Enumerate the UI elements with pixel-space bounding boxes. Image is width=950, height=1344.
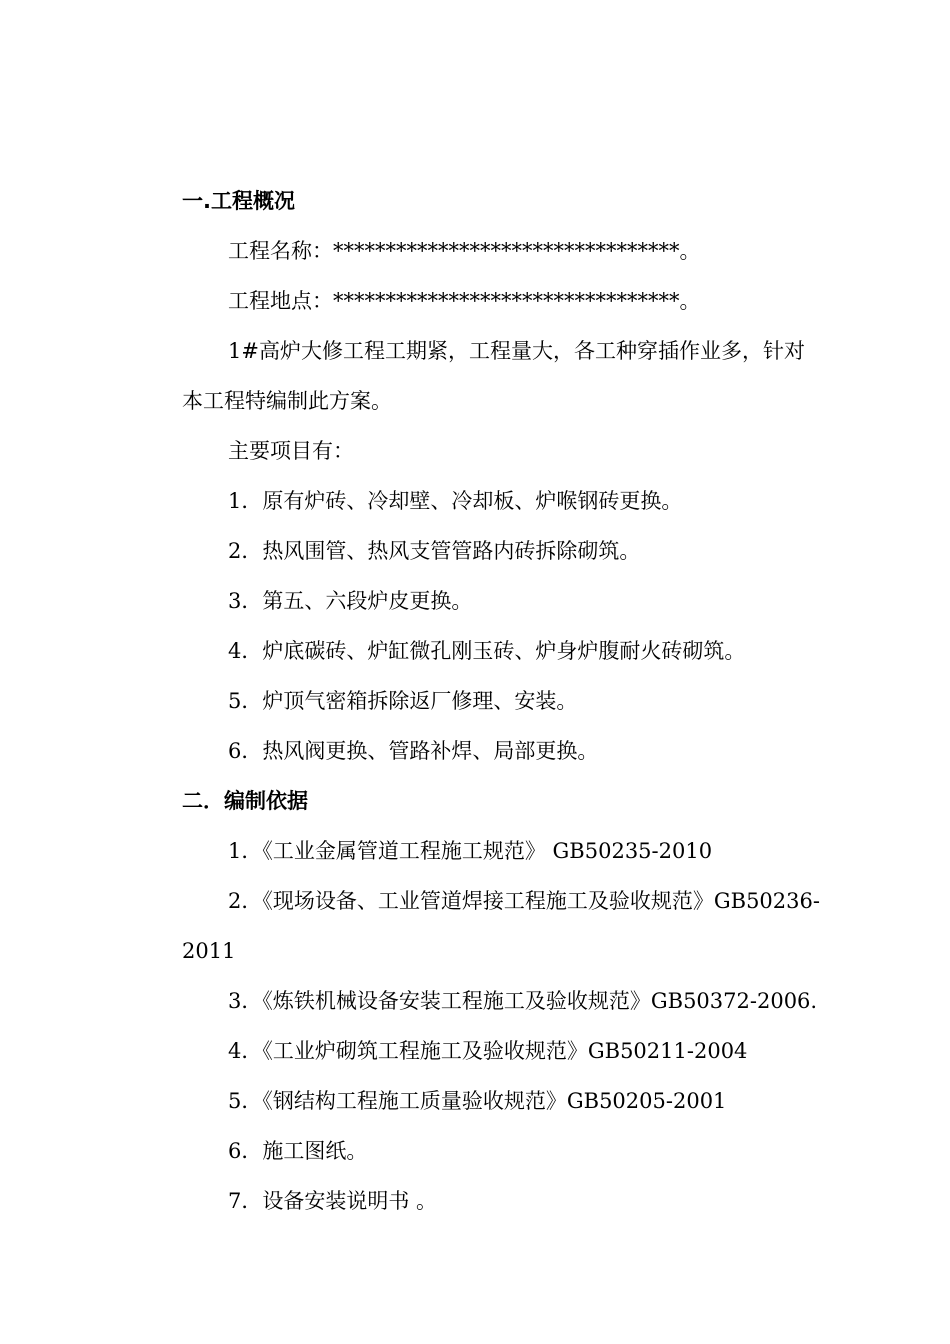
reference-item: 2．《现场设备、工业管道焊接工程施工及验收规范》GB50236- [228,889,820,913]
reference-item: 1．《工业金属管道工程施工规范》 GB50235-2010 [228,839,713,863]
intro-line-2: 本工程特编制此方案。 [182,389,392,413]
list-item: 4．炉底碳砖、炉缸微孔刚玉砖、炉身炉腹耐火砖砌筑。 [228,639,746,663]
list-item: 6．热风阀更换、管路补焊、局部更换。 [228,739,599,763]
reference-item: 6．施工图纸。 [228,1139,368,1163]
list-item: 5．炉顶气密箱拆除返厂修理、安装。 [228,689,578,713]
project-name-line: 工程名称：*********************************。 [228,239,701,263]
reference-item: 3．《炼铁机械设备安装工程施工及验收规范》GB50372-2006. [228,989,818,1013]
reference-item-continuation: 2011 [182,939,236,963]
list-item: 1．原有炉砖、冷却壁、冷却板、炉喉钢砖更换。 [228,489,683,513]
project-location-line: 工程地点：*********************************。 [228,289,701,313]
section1-heading: 一.工程概况 [182,189,295,213]
section2-heading: 二．编制依据 [182,789,308,813]
reference-item: 4．《工业炉砌筑工程施工及验收规范》GB50211-2004 [228,1039,748,1063]
reference-item: 7．设备安装说明书 。 [228,1189,438,1213]
intro-line-1: 1#高炉大修工程工期紧，工程量大，各工种穿插作业多，针对 [228,339,805,363]
reference-item: 5．《钢结构工程施工质量验收规范》GB50205-2001 [228,1089,727,1113]
items-heading: 主要项目有： [228,439,354,463]
list-item: 3．第五、六段炉皮更换。 [228,589,473,613]
list-item: 2．热风围管、热风支管管路内砖拆除砌筑。 [228,539,641,563]
